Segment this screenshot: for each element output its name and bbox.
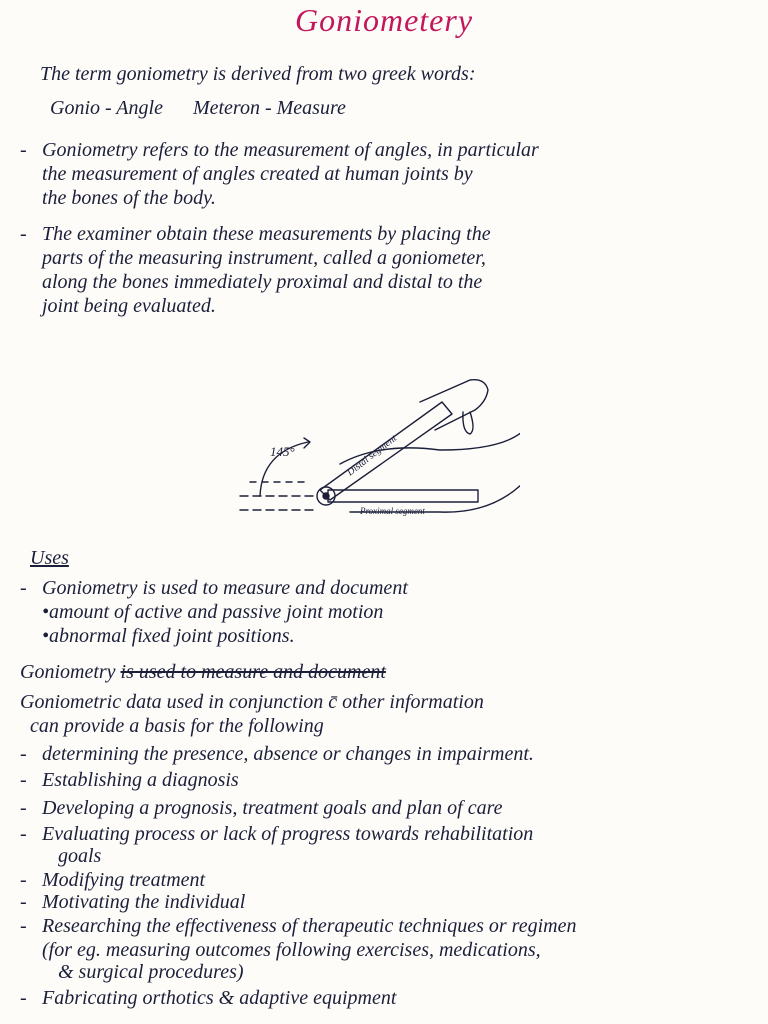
hand-outline: [420, 380, 488, 430]
definition-point-2-line-3: along the bones immediately proximal and distal to the: [42, 271, 483, 293]
uses-line-1-text: Goniometry is used to measure and document: [42, 577, 408, 599]
use-item: - Modifying treatment: [20, 869, 206, 891]
use-item: - Motivating the individual: [20, 891, 246, 913]
distal-segment-label: Distal segment: [345, 432, 399, 479]
proximal-segment-label: Proximal segment: [360, 506, 425, 516]
uses-line-1: - Goniometry is used to measure and document: [20, 577, 408, 599]
uses-subitem-1-text: amount of active and passive joint motion: [49, 601, 384, 623]
data-line-1: Goniometric data used in conjunction c̄ other information: [20, 691, 484, 713]
definition-point-2: - The examiner obtain these measurements by placing the: [20, 223, 491, 245]
struck-line: [20, 660, 760, 684]
definition-point-1: - Goniometry refers to the measurement of angles, in particular: [20, 139, 539, 161]
definition-point-2-line-2: parts of the measuring instrument, called a goniometer,: [42, 247, 486, 269]
use-item: - Fabricating orthotics & adaptive equipment: [20, 987, 397, 1009]
use-item-text: Fabricating orthotics & adaptive equipment: [42, 987, 397, 1009]
use-item-text: determining the presence, absence or changes in impairment.: [42, 743, 534, 765]
definition-point-1-line-3: the bones of the body.: [42, 187, 216, 209]
definition-point-2-line-1: The examiner obtain these measurements by placing the: [42, 223, 491, 245]
struck-label: Goniometry: [20, 661, 116, 683]
definition-point-1-line-2: the measurement of angles created at human joints by: [42, 163, 473, 185]
limb-outline: [340, 432, 520, 512]
use-item: - Developing a prognosis, treatment goals and plan of care: [20, 797, 503, 819]
use-item-continued: goals: [58, 845, 102, 867]
angle-label: 145°: [270, 444, 295, 459]
intro-line-2: Gonio - Angle Meteron - Measure: [50, 97, 346, 119]
definition-point-1-line-1: Goniometry refers to the measurement of angles, in particular: [42, 139, 539, 161]
use-item-text: Establishing a diagnosis: [42, 769, 239, 791]
use-item-text: Motivating the individual: [42, 891, 246, 913]
uses-subitem-2: •abnormal fixed joint positions.: [42, 625, 295, 647]
proximal-arm: [328, 490, 478, 502]
use-item-text: Researching the effectiveness of therapeutic techniques or regimen: [42, 915, 577, 937]
uses-subitem-2-text: abnormal fixed joint positions.: [49, 625, 295, 647]
use-item: - Researching the effectiveness of therapeutic techniques or regimen: [20, 915, 577, 937]
use-item-continued: & surgical procedures): [58, 961, 244, 983]
use-item: - Establishing a diagnosis: [20, 769, 239, 791]
use-item-continued: (for eg. measuring outcomes following exercises, medications,: [42, 939, 541, 961]
goniometer-diagram: [230, 372, 520, 532]
struck-text: is used to measure and document: [120, 661, 386, 683]
use-item: - Evaluating process or lack of progress towards rehabilitation: [20, 823, 534, 845]
uses-subitem-1: •amount of active and passive joint motion: [42, 601, 384, 623]
page-title: Goniometery: [294, 2, 474, 38]
use-item-text: Developing a prognosis, treatment goals and plan of care: [42, 797, 503, 819]
use-item-text: Modifying treatment: [42, 869, 206, 891]
definition-point-2-line-4: joint being evaluated.: [42, 295, 216, 317]
uses-heading: Uses: [30, 547, 69, 569]
data-line-2: can provide a basis for the following: [30, 715, 324, 737]
use-item: - determining the presence, absence or changes in impairment.: [20, 743, 534, 765]
use-item-text: Evaluating process or lack of progress towards rehabilitation: [42, 823, 534, 845]
intro-line-1: The term goniometry is derived from two greek words:: [40, 63, 476, 85]
